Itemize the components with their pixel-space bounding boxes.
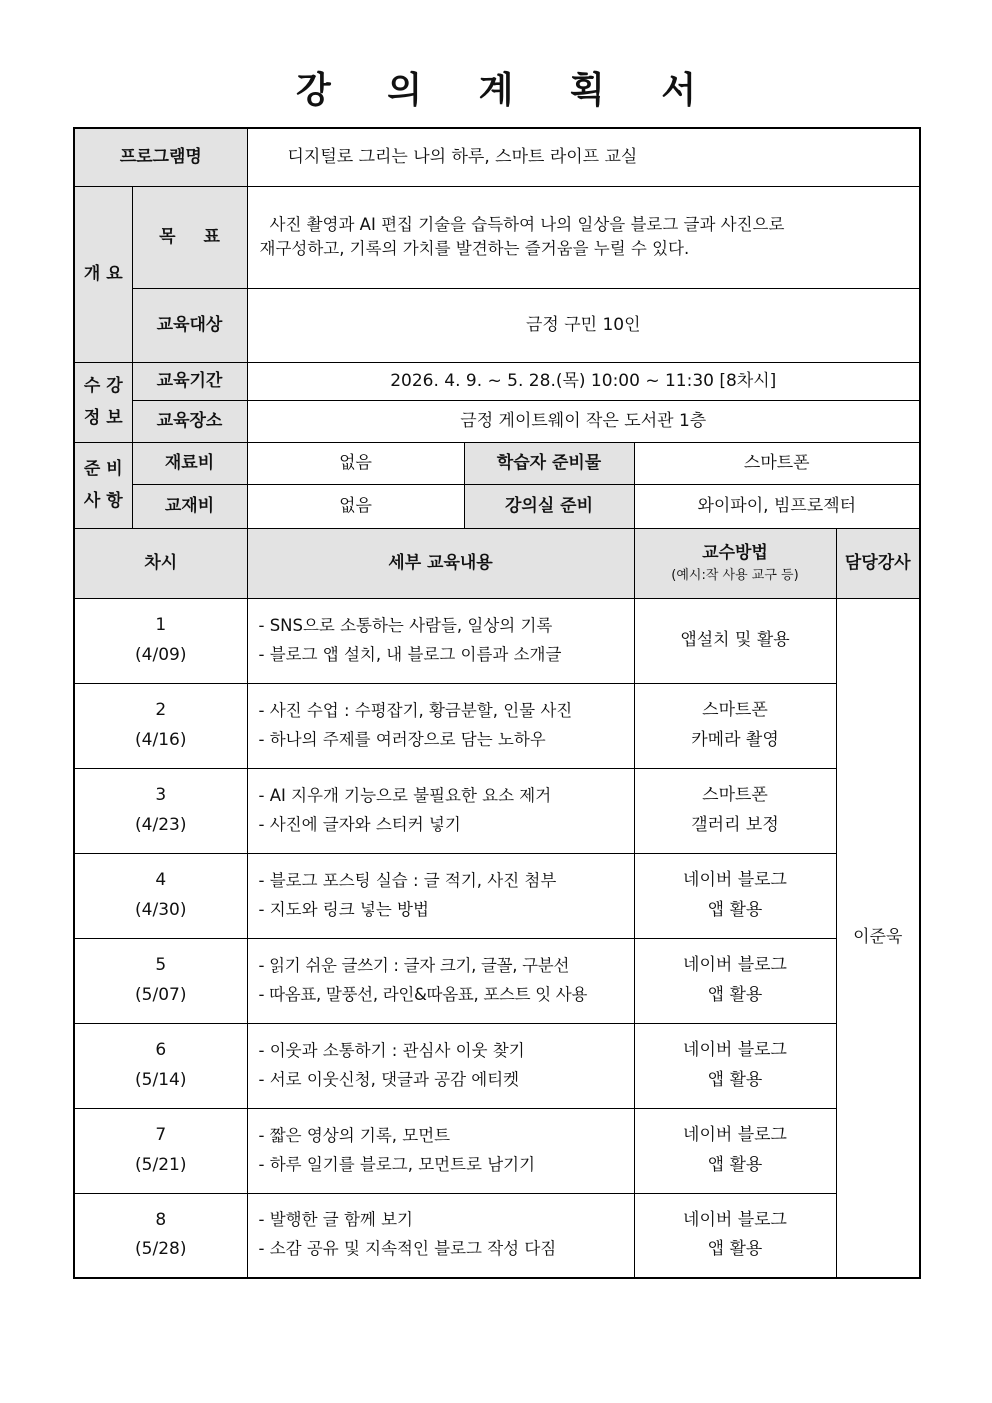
session-date: (4/23) xyxy=(135,814,187,835)
session-method xyxy=(634,683,836,768)
prep-label-line-2: 사 항 xyxy=(83,491,123,511)
content-header: 세부 교육내용 xyxy=(247,528,634,598)
session-method xyxy=(634,1023,836,1108)
session-num: 5 xyxy=(155,954,167,975)
session-number xyxy=(74,683,247,768)
session-date: (4/16) xyxy=(135,729,187,750)
content-line: - 사진 수업 : 수평잡기, 황금분할, 인물 사진 xyxy=(258,700,573,720)
content-line: - 따옴표, 말풍선, 라인&따옴표, 포스트 잇 사용 xyxy=(258,984,588,1004)
method-line: 앱 활용 xyxy=(707,1239,763,1260)
session-row-7 xyxy=(74,1108,920,1193)
textbook-row xyxy=(74,484,920,528)
content-line: - 블로그 앱 설치, 내 블로그 이름과 소개글 xyxy=(258,644,562,664)
session-date: (4/09) xyxy=(135,644,187,665)
target-label: 교육대상 xyxy=(132,288,247,362)
goal-line-2: 재구성하고, 기록의 가치를 발견하는 즐거움을 누릴 수 있다. xyxy=(259,239,690,258)
place-value: 금정 게이트웨이 작은 도서관 1층 xyxy=(247,400,920,442)
session-number xyxy=(74,853,247,938)
target-value: 금정 구민 10인 xyxy=(247,288,920,362)
session-content xyxy=(247,853,634,938)
session-method xyxy=(634,1108,836,1193)
session-number xyxy=(74,1193,247,1278)
session-row-5 xyxy=(74,938,920,1023)
place-label: 교육장소 xyxy=(132,400,247,442)
method-line: 스마트폰 xyxy=(702,784,768,805)
session-row-2 xyxy=(74,683,920,768)
program-name: 디지털로 그리는 나의 하루, 스마트 라이프 교실 xyxy=(247,128,920,186)
material-row xyxy=(74,442,920,484)
content-line: - AI 지우개 기능으로 불필요한 요소 제거 xyxy=(258,785,552,805)
session-number xyxy=(74,938,247,1023)
session-content xyxy=(247,1193,634,1278)
material-fee-label: 재료비 xyxy=(132,442,247,484)
method-header-sub: (예시:작 사용 교구 등) xyxy=(671,568,799,583)
program-label: 프로그램명 xyxy=(74,128,247,186)
method-header-label: 교수방법 xyxy=(702,542,768,563)
content-line: - 서로 이웃신청, 댓글과 공감 에티켓 xyxy=(258,1069,520,1089)
textbook-fee-value: 없음 xyxy=(247,484,464,528)
session-num: 8 xyxy=(155,1209,167,1230)
program-row xyxy=(74,128,920,186)
method-line: 네이버 블로그 xyxy=(683,954,787,975)
content-line: - 읽기 쉬운 글쓰기 : 글자 크기, 글꼴, 구분선 xyxy=(258,955,570,975)
session-date: (5/28) xyxy=(135,1239,187,1260)
session-method xyxy=(634,768,836,853)
goal-text xyxy=(247,186,920,288)
session-row-4 xyxy=(74,853,920,938)
session-number xyxy=(74,768,247,853)
target-row xyxy=(74,288,920,362)
method-header xyxy=(634,528,836,598)
session-method xyxy=(634,853,836,938)
content-line: - 하나의 주제를 여러장으로 담는 노하우 xyxy=(258,729,546,749)
overview-label: 개 요 xyxy=(74,186,132,362)
session-row-6 xyxy=(74,1023,920,1108)
room-prep-value: 와이파이, 빔프로젝터 xyxy=(634,484,920,528)
schedule-header-row xyxy=(74,528,920,598)
lecture-plan-table xyxy=(73,127,921,1279)
content-line: - 짧은 영상의 기록, 모먼트 xyxy=(258,1125,451,1145)
method-line: 네이버 블로그 xyxy=(683,869,787,890)
goal-row xyxy=(74,186,920,288)
content-line: - 발행한 글 함께 보기 xyxy=(258,1210,413,1230)
enroll-label xyxy=(74,362,132,442)
method-line: 네이버 블로그 xyxy=(683,1039,787,1060)
session-date: (5/07) xyxy=(135,984,187,1005)
session-header: 차시 xyxy=(74,528,247,598)
period-row xyxy=(74,362,920,400)
learner-prep-value: 스마트폰 xyxy=(634,442,920,484)
content-line: - 블로그 포스팅 실습 : 글 적기, 사진 첨부 xyxy=(258,870,557,890)
prep-label-line-1: 준 비 xyxy=(83,458,123,479)
session-number xyxy=(74,598,247,683)
content-line: - 이웃과 소통하기 : 관심사 이웃 찾기 xyxy=(258,1040,525,1060)
session-row-1 xyxy=(74,598,920,683)
session-content xyxy=(247,598,634,683)
session-content xyxy=(247,683,634,768)
method-line: 갤러리 보정 xyxy=(691,814,779,835)
enroll-label-line-2: 정 보 xyxy=(83,408,123,428)
content-line: - 소감 공유 및 지속적인 블로그 작성 다짐 xyxy=(258,1239,557,1259)
content-line: - 하루 일기를 블로그, 모먼트로 남기기 xyxy=(258,1154,536,1174)
room-prep-label: 강의실 준비 xyxy=(464,484,634,528)
session-method xyxy=(634,1193,836,1278)
session-num: 6 xyxy=(155,1039,167,1060)
method-line: 카메라 촬영 xyxy=(691,729,779,750)
document-title: 강 의 계 획 서 xyxy=(295,70,718,111)
session-row-3 xyxy=(74,768,920,853)
session-num: 3 xyxy=(155,784,167,805)
method-line: 스마트폰 xyxy=(702,699,768,720)
session-number xyxy=(74,1023,247,1108)
place-row xyxy=(74,400,920,442)
goal-line-1: 사진 촬영과 AI 편집 기술을 습득하여 나의 일상을 블로그 글과 사진으로 xyxy=(269,215,785,235)
content-line: - SNS으로 소통하는 사람들, 일상의 기록 xyxy=(258,615,553,635)
method-line: 네이버 블로그 xyxy=(683,1124,787,1145)
method-line: 네이버 블로그 xyxy=(683,1209,787,1230)
instructor-name: 이준욱 xyxy=(836,598,920,1278)
session-content xyxy=(247,1108,634,1193)
session-method xyxy=(634,598,836,683)
instructor-header: 담당강사 xyxy=(836,528,920,598)
material-fee-value: 없음 xyxy=(247,442,464,484)
session-row-8 xyxy=(74,1193,920,1278)
session-date: (5/14) xyxy=(135,1069,187,1090)
session-content xyxy=(247,938,634,1023)
method-line: 앱설치 및 활용 xyxy=(680,629,790,650)
method-line: 앱 활용 xyxy=(707,1069,763,1090)
learner-prep-label: 학습자 준비물 xyxy=(464,442,634,484)
enroll-label-line-1: 수 강 xyxy=(83,375,123,396)
session-content xyxy=(247,1023,634,1108)
textbook-fee-label: 교재비 xyxy=(132,484,247,528)
session-date: (4/30) xyxy=(135,899,187,920)
session-num: 2 xyxy=(155,699,167,720)
content-line: - 지도와 링크 넣는 방법 xyxy=(258,899,429,919)
session-num: 1 xyxy=(155,614,167,635)
session-content xyxy=(247,768,634,853)
content-line: - 사진에 글자와 스티커 넣기 xyxy=(258,814,461,834)
method-line: 앱 활용 xyxy=(707,984,763,1005)
session-method xyxy=(634,938,836,1023)
prep-label xyxy=(74,442,132,528)
method-line: 앱 활용 xyxy=(707,899,763,920)
session-num: 7 xyxy=(155,1124,167,1145)
period-label: 교육기간 xyxy=(132,362,247,400)
session-number xyxy=(74,1108,247,1193)
session-num: 4 xyxy=(155,869,167,890)
goal-label: 목 표 xyxy=(132,186,247,288)
session-date: (5/21) xyxy=(135,1154,187,1175)
period-value: 2026. 4. 9. ~ 5. 28.(목) 10:00 ~ 11:30 [8차시] xyxy=(247,362,920,400)
method-line: 앱 활용 xyxy=(707,1154,763,1175)
